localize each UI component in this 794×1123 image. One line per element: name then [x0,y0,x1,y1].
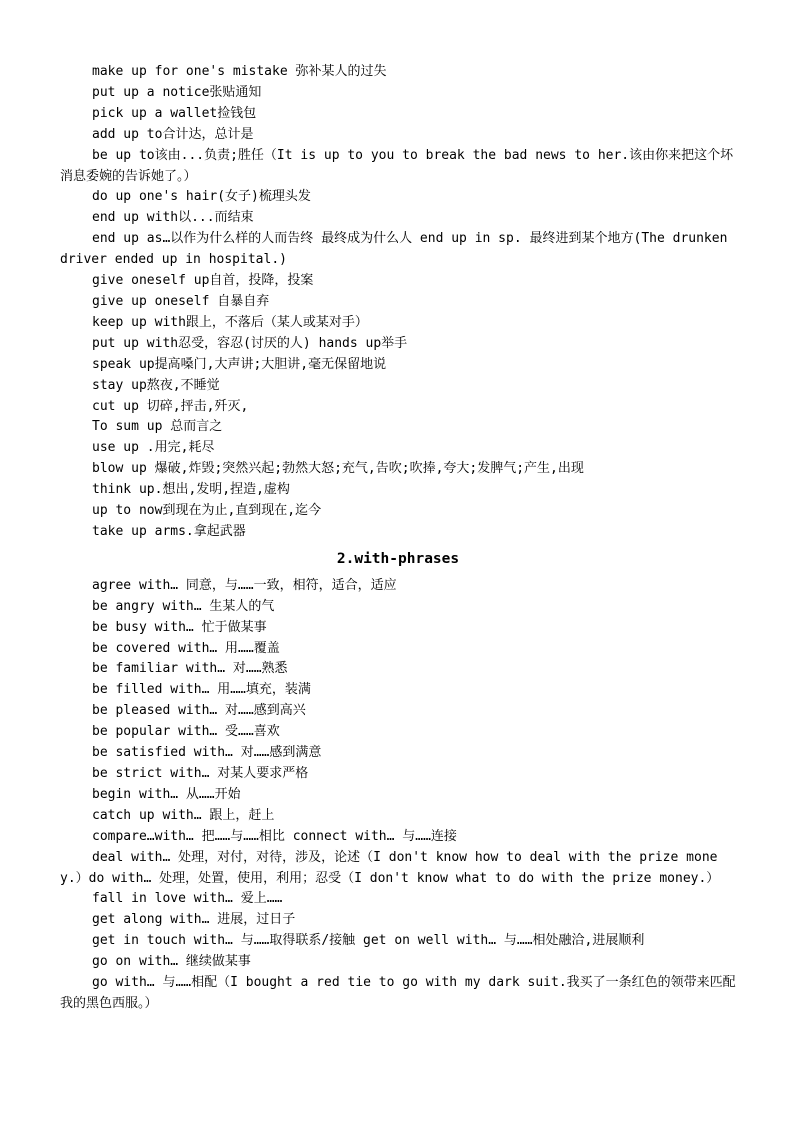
list-item: be popular with… 受……喜欢 [92,724,280,740]
list-item: catch up with… 跟上，赶上 [92,807,275,823]
list-item: up to now到现在为止,直到现在,迄今 [92,503,322,519]
list-item: give up oneself 自暴自弃 [92,293,270,309]
up-phrases-list [60,62,736,543]
list-item: end up with以...而结束 [92,210,254,226]
list-item: blow up 爆破,炸毁;突然兴起;勃然大怒;充气,告吹;吹捧,夸大;发脾气;产生,出现 [92,461,584,477]
list-item: be strict with… 对某人要求严格 [92,766,309,781]
list-item: get in touch with… 与……取得联系/接触 get on well with… 与……相处融洽,进展顺利 [92,933,645,949]
list-item: be busy with… 忙于做某事 [92,619,267,635]
list-item: be covered with… 用……覆盖 [92,640,280,656]
list-item: pick up a wallet捡钱包 [92,105,257,121]
list-item: end up as…以作为什么样的人而告终 最终成为什么人 end up in sp. 最终进到某个地方(The drunken driver ended up in hospital.) [60,231,728,268]
list-item: put up a notice张贴通知 [92,84,262,100]
list-item: speak up提高嗓门,大声讲;大胆讲,毫无保留地说 [92,356,387,372]
list-item: add up to合计达，总计是 [92,126,254,142]
list-item: deal with… 处理，对付，对待，涉及，论述（I don't know how to deal with the prize money.）do with… 处理，处置，使用，利用；忍受（I don't know what to do with the prize money.） [60,849,720,886]
list-item: keep up with跟上，不落后（某人或某对手） [92,314,368,330]
list-item: use up .用完,耗尽 [92,440,215,456]
list-item: give oneself up自首，投降，投案 [92,273,314,289]
list-item: cut up 切碎,抨击,歼灭, [92,398,249,414]
list-item: To sum up 总而言之 [92,419,223,435]
list-item: do up one's hair(女子)梳理头发 [92,189,311,205]
list-item: be satisfied with… 对……感到满意 [92,745,322,761]
list-item: compare…with… 把……与……相比 connect with… 与……连接 [92,828,457,844]
list-item: be filled with… 用……填充，装满 [92,682,311,698]
list-item: take up arms.拿起武器 [92,523,246,539]
list-item: be up to该由...负责;胜任（It is up to you to break the bad news to her.该由你来把这个坏消息委婉的告诉她了。） [60,147,734,184]
list-item: go on with… 继续做某事 [92,954,251,970]
list-item: fall in love with… 爱上…… [92,891,283,907]
list-item: put up with忍受，容忍(讨厌的人) hands up举手 [92,335,408,351]
section-heading: 2.with-phrases [336,550,460,567]
list-item: think up.想出,发明,捏造,虚构 [92,482,290,498]
list-item: be familiar with… 对……熟悉 [92,661,288,677]
list-item: stay up熬夜,不睡觉 [92,377,220,393]
list-item: get along with… 进展，过日子 [92,912,296,928]
list-item: make up for one's mistake 弥补某人的过失 [92,64,387,79]
list-item: begin with… 从……开始 [92,786,241,802]
list-item: agree with… 同意，与……一致，相符，适合，适应 [92,577,397,593]
list-item: go with… 与……相配（I bought a red tie to go with my dark suit.我买了一条红色的领带来匹配我的黑色西服。） [60,975,736,1011]
with-phrases-list [60,576,736,1015]
document-page [60,62,736,1015]
list-item: be angry with… 生某人的气 [92,598,275,614]
list-item: be pleased with… 对……感到高兴 [92,703,306,719]
